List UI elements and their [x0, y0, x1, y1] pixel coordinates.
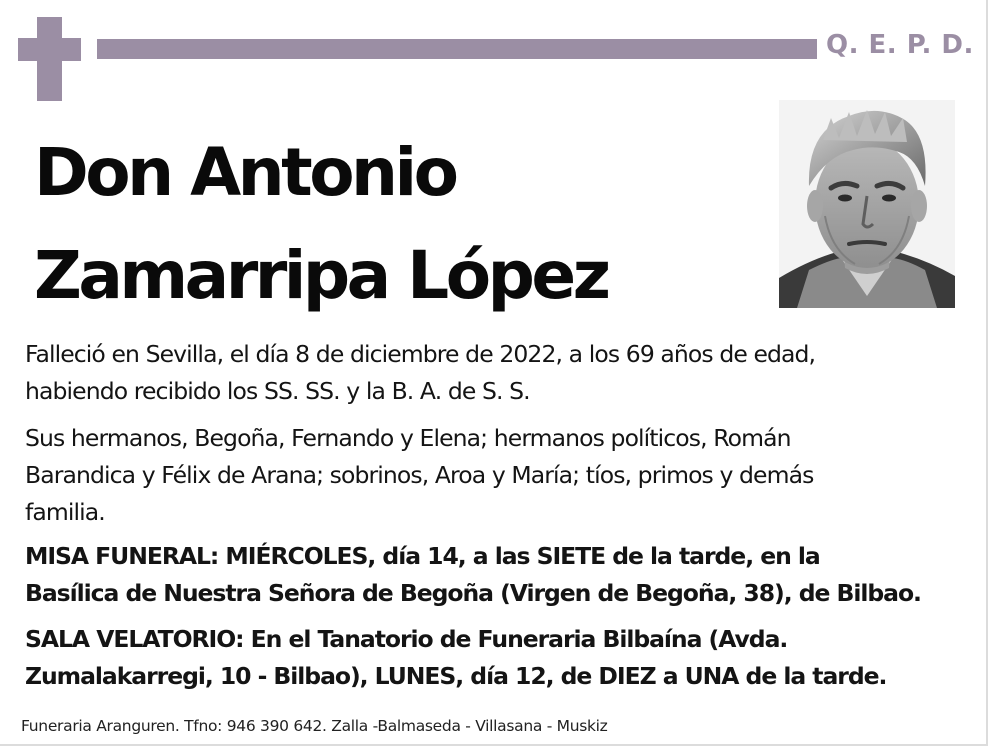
death-notice-paragraph — [25, 336, 975, 410]
funeral-home-footer: Funeraria Aranguren. Tfno: 946 390 642. Zalla -Balmaseda - Villasana - Muskiz — [21, 717, 608, 735]
wake-room-paragraph — [25, 621, 975, 695]
family-line-2: Barandica y Félix de Arana; sobrinos, Aroa y María; tíos, primos y demás — [25, 461, 814, 489]
family-line-3: familia. — [25, 498, 105, 526]
family-paragraph — [25, 420, 975, 531]
deceased-name-line-2: Zamarripa López — [34, 237, 608, 314]
qepd-label: Q. E. P. D. — [826, 30, 974, 60]
death-notice-line-2: habiendo recibido los SS. SS. y la B. A. de S. S. — [25, 377, 530, 405]
funeral-line-1: MISA FUNERAL: MIÉRCOLES, día 14, a las SIETE de la tarde, en la — [25, 542, 820, 570]
family-line-1: Sus hermanos, Begoña, Fernando y Elena; hermanos políticos, Román — [25, 424, 791, 452]
funeral-line-2: Basílica de Nuestra Señora de Begoña (Virgen de Begoña, 38), de Bilbao. — [25, 579, 921, 607]
death-notice-line-1: Falleció en Sevilla, el día 8 de diciembre de 2022, a los 69 años de edad, — [25, 340, 816, 368]
funeral-mass-paragraph — [25, 538, 975, 612]
cross-horizontal-bar — [18, 38, 81, 61]
wake-line-1: SALA VELATORIO: En el Tanatorio de Funeraria Bilbaína (Avda. — [25, 625, 788, 653]
wake-line-2: Zumalakarregi, 10 - Bilbao), LUNES, día 12, de DIEZ a UNA de la tarde. — [25, 662, 887, 690]
portrait-photo — [779, 100, 955, 308]
deceased-name-line-1: Don Antonio — [34, 134, 456, 211]
header-divider-bar — [97, 39, 817, 59]
